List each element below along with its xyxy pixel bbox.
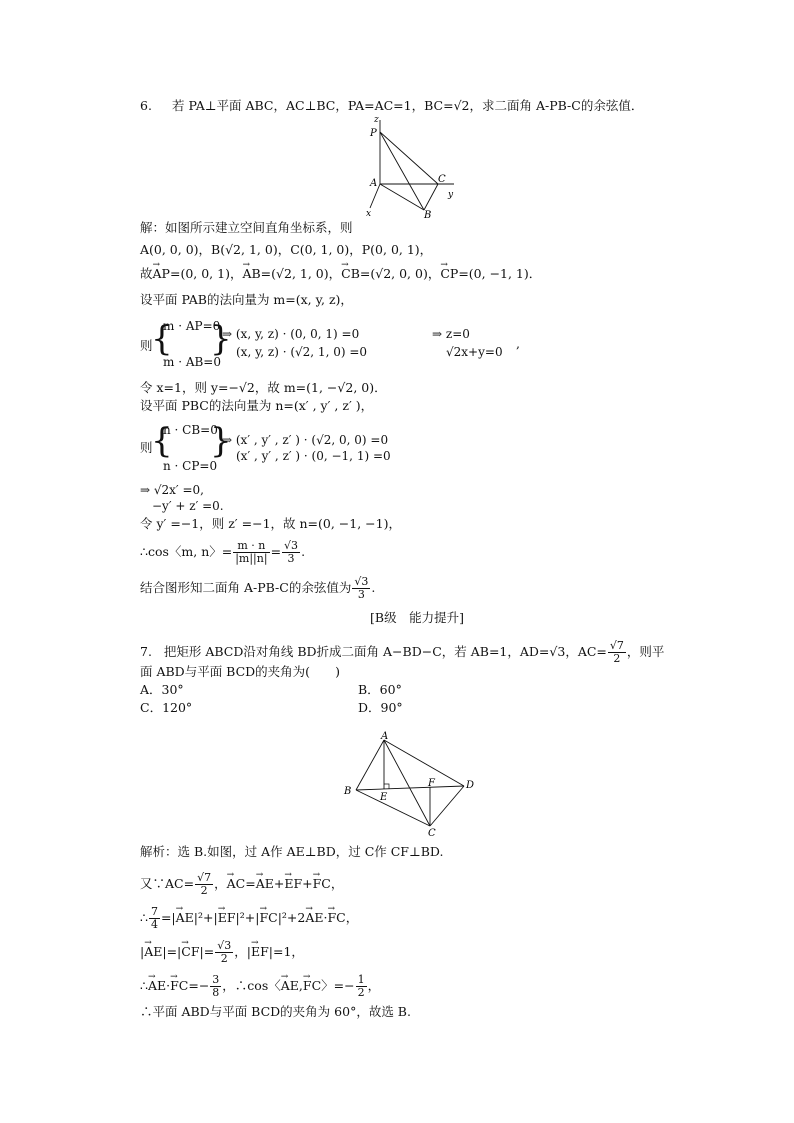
numerator: √3	[284, 539, 299, 552]
sys2-mid2: (x′ , y′ , z′ ) · (0, −1, 1) =0	[236, 449, 391, 463]
vector-AE: → AE	[176, 910, 194, 926]
text: =	[245, 876, 256, 891]
numerator: 7	[150, 905, 158, 918]
text: ，	[345, 910, 359, 925]
text: 〉=−	[321, 978, 355, 993]
vector-AE: → AE	[144, 944, 162, 960]
text: =(√2, 1, 0)，	[260, 266, 342, 281]
right-angle-E	[384, 784, 389, 789]
sol7-line2	[140, 872, 343, 897]
figure-folded-rectangle	[340, 730, 480, 840]
vector-AP: → AP	[153, 266, 170, 282]
text: 把矩形 ABCD沿对角线 BD折成二面角 A−BD−C，若 AB=1，AD=√3，AC=	[163, 644, 607, 659]
sol6-conclusion	[140, 576, 375, 601]
text: +	[273, 876, 285, 891]
vector-FC: → FC	[170, 978, 188, 994]
q7-number: 7.	[140, 644, 152, 659]
vector-AB: → AB	[242, 266, 260, 282]
label-D: D	[466, 780, 475, 791]
numerator: 1	[357, 973, 365, 986]
sys2-mid1: ⇒ (x′ , y′ , z′ ) · (√2, 0, 0) =0	[222, 433, 389, 447]
label-F: F	[428, 778, 435, 789]
text: ，	[330, 876, 344, 891]
fraction	[195, 872, 213, 897]
text: ，则平	[626, 644, 665, 659]
fraction	[233, 540, 269, 565]
vector-AC: → AC	[227, 876, 246, 892]
text: +	[302, 876, 313, 891]
option-d: D．90°	[358, 700, 403, 715]
sol6-normal-n: 设平面 PBC的法向量为 n=(x′ , y′ , z′ )，	[140, 398, 374, 413]
numerator: √7	[609, 639, 624, 652]
q6-prompt: 若 PA⊥平面 ABC，AC⊥BC，PA=AC=1，BC=√2，求二面角 A-PB-C的余弦值．	[172, 98, 644, 113]
sys1-r2: √2x+y=0	[446, 345, 503, 359]
text: |²+|	[235, 910, 260, 925]
text: =(0, 0, 1)，	[169, 266, 243, 281]
right-brace: }	[210, 319, 232, 359]
sys3-eq2: −y′ + z′ =0.	[152, 499, 224, 513]
text: |=1，	[268, 944, 304, 959]
edge-PC	[380, 132, 438, 184]
sol6-line1: 解：如图所示建立空间直角坐标系，则	[140, 220, 353, 235]
edge-CD	[430, 786, 464, 826]
q7-line1	[140, 640, 664, 665]
vector-EF: → EF	[218, 910, 236, 926]
label-A: A	[370, 178, 378, 189]
numerator: m · n	[233, 540, 269, 553]
right-brace: }	[210, 421, 232, 461]
vector-AE: → AE	[305, 910, 323, 926]
vector-AE: → AE	[148, 978, 166, 994]
text: =(0, −1, 1)．	[458, 266, 542, 281]
sys1-mid2: (x, y, z) · (√2, 1, 0) =0	[236, 345, 368, 359]
sol6-cos	[140, 540, 305, 565]
label-C: C	[428, 828, 436, 839]
denominator: 2	[357, 986, 365, 999]
text: .	[371, 580, 376, 595]
vector-CF: → CF	[181, 944, 199, 960]
label-y: y	[448, 190, 454, 200]
sol6-then-1: 则	[140, 338, 153, 353]
text: 又∵AC=	[140, 876, 195, 891]
sys1-eq2: m · AB=0	[163, 355, 221, 369]
vector-AE: → AE	[256, 876, 274, 892]
text: |=|	[162, 944, 182, 959]
q7-line2: 面 ABD与平面 BCD的夹角为( )	[140, 664, 340, 679]
denominator: 3	[287, 552, 295, 565]
text: |²+2	[277, 910, 306, 925]
edge-BC	[356, 790, 430, 826]
text: =(√2, 0, 0)，	[359, 266, 441, 281]
text: 结合图形知二面角 A-PB-C的余弦值为	[140, 580, 352, 595]
label-x: x	[366, 209, 372, 219]
left-brace: {	[151, 319, 173, 359]
sys3-eq1: ⇒ √2x′ =0,	[140, 483, 204, 497]
vector-FC: → FC	[303, 978, 321, 994]
vector-CP: → CP	[440, 266, 458, 282]
comma: ,	[516, 336, 520, 351]
sol6-vectors	[140, 266, 541, 282]
label-C: C	[438, 174, 446, 185]
numerator: √7	[197, 871, 212, 884]
sol7-line1: 解析：选 B.如图，过 A作 AE⊥BD，过 C作 CF⊥BD.	[140, 844, 444, 859]
text: ·	[323, 910, 328, 925]
text: |=	[199, 944, 215, 959]
numerator: √3	[354, 575, 369, 588]
edge-AB	[356, 740, 384, 790]
denominator: 2	[200, 884, 208, 897]
denominator: 8	[212, 986, 220, 999]
text: ，∴cos〈	[222, 978, 281, 993]
text: ∴	[140, 910, 148, 925]
text: ∴cos〈m, n〉=	[140, 544, 233, 559]
fraction	[356, 974, 367, 999]
vector-FC: → FC	[259, 910, 277, 926]
label-A: A	[381, 731, 389, 742]
label-P: P	[370, 128, 377, 139]
text: ,	[298, 978, 303, 993]
fraction	[352, 576, 370, 601]
sol7-line4	[140, 940, 304, 965]
text: 故	[140, 266, 153, 281]
text: =	[270, 544, 282, 559]
sys2-eq1: n · CB=0	[163, 423, 218, 437]
fraction	[149, 906, 160, 931]
label-z: z	[374, 115, 379, 125]
sol6-m-result: 令 x=1，则 y=−√2，故 m=(1, −√2, 0)．	[140, 380, 387, 395]
text: =−	[188, 978, 210, 993]
sys1-mid1: ⇒ (x, y, z) · (0, 0, 1) =0	[222, 327, 360, 341]
denominator: 4	[150, 918, 158, 931]
edge-BC	[424, 184, 438, 210]
vector-EF: → EF	[284, 876, 302, 892]
sys2-eq2: n · CP=0	[163, 459, 218, 473]
fraction	[210, 974, 221, 999]
edge-AB	[380, 184, 424, 210]
sol7-line3	[140, 906, 358, 931]
vector-FC: → FC	[328, 910, 346, 926]
figure-tetrahedron-axes	[362, 112, 462, 220]
denominator: 2	[613, 652, 621, 665]
sys1-r1: ⇒ z=0	[432, 327, 470, 341]
fraction	[215, 940, 233, 965]
sol6-normal-m: 设平面 PAB的法向量为 m=(x, y, z)，	[140, 292, 353, 307]
sys1-eq1: m · AP=0	[163, 319, 221, 333]
sol6-n-result: 令 y′ =−1，则 z′ =−1，故 n=(0, −1, −1)，	[140, 516, 401, 531]
text: =|	[160, 910, 176, 925]
vector-CB: → CB	[341, 266, 360, 282]
text: ，	[367, 978, 381, 993]
denominator: |m||n|	[235, 552, 268, 565]
fraction	[282, 540, 300, 565]
left-brace: {	[151, 421, 173, 461]
text: ，|	[234, 944, 251, 959]
edge-PB	[380, 132, 424, 210]
section-heading: [B级 能力提升]	[370, 610, 464, 625]
option-a: A．30°	[140, 682, 184, 697]
label-E: E	[380, 792, 388, 803]
q6-number: 6.	[140, 98, 152, 113]
sol6-then-2: 则	[140, 440, 153, 455]
text: ∴	[140, 978, 148, 993]
denominator: 3	[357, 588, 365, 601]
vector-AE: → AE	[281, 978, 299, 994]
denominator: 2	[220, 952, 228, 965]
text: ·	[166, 978, 171, 993]
vector-EF: → EF	[251, 944, 269, 960]
text: |²+|	[193, 910, 218, 925]
label-B: B	[424, 210, 432, 220]
sol7-line5	[140, 974, 380, 999]
numerator: √3	[217, 939, 232, 952]
sol6-points: A(0, 0, 0)，B(√2, 1, 0)，C(0, 1, 0)，P(0, 0, 1)，	[140, 242, 433, 257]
sol7-conclusion: ∴平面 ABD与平面 BCD的夹角为 60°，故选 B.	[140, 1004, 411, 1019]
label-B: B	[344, 786, 352, 797]
fraction	[608, 640, 626, 665]
text: ，	[214, 876, 227, 891]
numerator: 3	[212, 973, 220, 986]
text: |	[140, 944, 145, 959]
option-c: C．120°	[140, 700, 193, 715]
option-b: B．60°	[358, 682, 402, 697]
vector-FC: → FC	[313, 876, 331, 892]
text: .	[301, 544, 306, 559]
